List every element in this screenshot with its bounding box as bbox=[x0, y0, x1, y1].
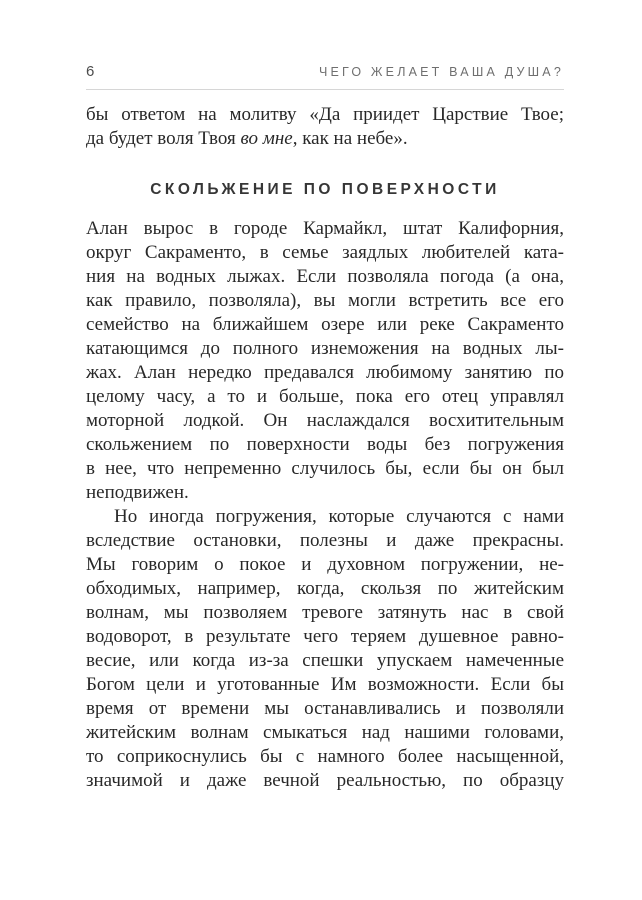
text-line: время от времени мы останавливались и позволяли bbox=[86, 698, 564, 719]
section-heading: СКОЛЬЖЕНИЕ ПО ПОВЕРХНОСТИ bbox=[150, 181, 500, 198]
text-line: значимой и даже вечной реальностью, по образцу bbox=[86, 770, 564, 791]
text-line: Но иногда погружения, которые случаются с нами bbox=[114, 506, 564, 527]
text-line: целому часу, а то и больше, пока его отец управлял bbox=[86, 386, 564, 407]
text-line: водоворот, в результате чего теряем душевное равно- bbox=[86, 626, 564, 647]
paragraph-reflection bbox=[86, 505, 564, 793]
text-line: жах. Алан нередко предавался любимому занятию по bbox=[86, 362, 564, 383]
text-line: как правило, позволяла), вы могли встретить все его bbox=[86, 290, 564, 311]
text-segment-italic: во мне bbox=[240, 128, 293, 149]
text-line: бы ответом на молитву «Да приидет Царствие Твое; bbox=[86, 104, 564, 125]
text-line: округ Сакраменто, в семье заядлых любителей ката- bbox=[86, 242, 564, 263]
text-line bbox=[86, 127, 564, 151]
text-segment: , как на небе». bbox=[292, 128, 408, 149]
page-content bbox=[86, 0, 564, 793]
text-line: Богом цели и уготованные Им возможности. Если бы bbox=[86, 674, 564, 695]
text-line: ния на водных лыжах. Если позволяла погода (а она, bbox=[86, 266, 564, 287]
text-line: весие, или когда из-за спешки упускаем намеченные bbox=[86, 650, 564, 671]
running-header bbox=[86, 64, 564, 90]
paragraph-alan bbox=[86, 217, 564, 505]
text-line: то соприкоснулись бы с намного более насыщенной, bbox=[86, 746, 564, 767]
text-line: неподвижен. bbox=[86, 482, 189, 503]
text-line: волнам, мы позволяем тревоге затянуть нас в свой bbox=[86, 602, 564, 623]
text-line: житейским волнам смыкаться над нашими головами, bbox=[86, 722, 564, 743]
text-line: Мы говорим о покое и духовном погружении, не- bbox=[86, 554, 564, 575]
text-line: семейство на ближайшем озере или реке Сакраменто bbox=[86, 314, 564, 335]
text-line: Алан вырос в городе Кармайкл, штат Калифорния, bbox=[86, 218, 564, 239]
text-line: моторной лодкой. Он наслаждался восхитительным bbox=[86, 410, 564, 431]
text-line: скольжением по поверхности воды без погружения bbox=[86, 434, 564, 455]
running-title: ЧЕГО ЖЕЛАЕТ ВАША ДУША? bbox=[318, 65, 564, 79]
page-number: 6 bbox=[86, 63, 95, 80]
text-line: обходимых, например, когда, скользя по житейским bbox=[86, 578, 564, 599]
text-segment: да будет воля Твоя bbox=[86, 128, 241, 149]
text-line: в нее, что непременно случилось бы, если бы он был bbox=[86, 458, 564, 479]
paragraph-intro bbox=[86, 103, 564, 151]
text-line: вследствие остановки, полезны и даже прекрасны. bbox=[86, 530, 564, 551]
text-line: катающимся до полного изнеможения на водных лы- bbox=[86, 338, 564, 359]
